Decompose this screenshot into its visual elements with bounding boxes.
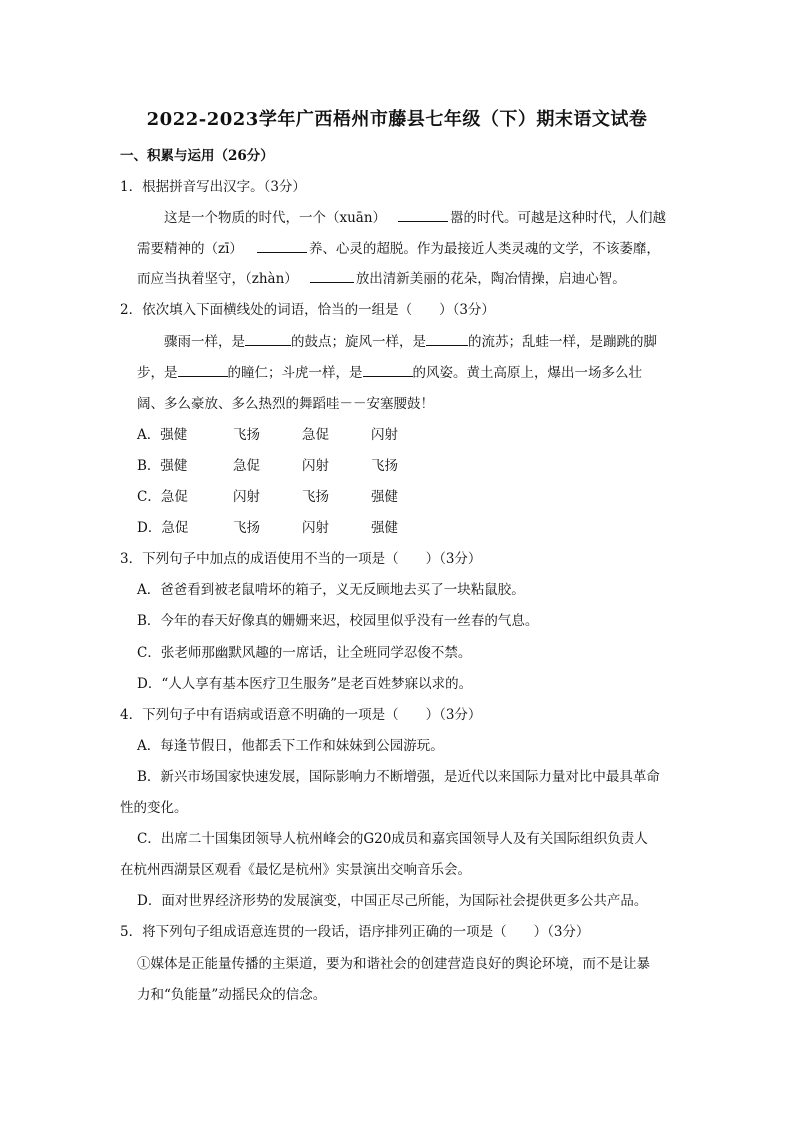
q4-option-c-line-2: 在杭州西湖景区观看《最忆是杭州》实景演出交响音乐会。 xyxy=(120,862,471,878)
q4-option-b-line-2: 性的变化。 xyxy=(120,800,188,816)
q3-option-a[interactable]: A．爸爸看到被老鼠啃坏的箱子，义无反顾地去买了一块粘鼠胶。 xyxy=(137,582,525,598)
q1-line-3: 而应当执着坚守，（zhàn） 放出清新美丽的花朵，陶冶情操，启迪心智。 xyxy=(137,271,626,287)
q3-option-d[interactable]: D．“人人享有基本医疗卫生服务”是老百姓梦寐以求的。 xyxy=(137,676,473,692)
q5-sentence-1-line-1: ①媒体是正能量传播的主渠道，要为和谐社会的创建营造良好的舆论环境，而不是让暴 xyxy=(137,956,650,972)
q5-sentence-1-line-2: 力和“负能量”动摇民众的信念。 xyxy=(137,987,327,1003)
q4-option-d[interactable]: D．面对世界经济形势的发展演变，中国正尽己所能，为国际社会提供更多公共产品。 xyxy=(137,893,648,909)
q2-passage-line-2: 步，是 的瞳仁；斗虎一样，是 的风姿。黄土高原上，爆出一场多么壮 xyxy=(137,365,642,381)
q4-option-a[interactable]: A．每逢节假日，他都丢下工作和妹妹到公园游玩。 xyxy=(137,738,444,754)
q4-stem: 4．下列句子中有语病或语意不明确的一项是（ ）（3分） xyxy=(120,707,482,723)
answer-blank[interactable] xyxy=(178,364,228,377)
q3-option-b[interactable]: B．今年的春天好像真的姗姗来迟，校园里似乎没有一丝春的气息。 xyxy=(137,613,539,629)
q3-stem: 3．下列句子中加点的成语使用不当的一项是（ ）（3分） xyxy=(120,551,482,567)
q2-passage-line-1: 骤雨一样，是 的鼓点；旋风一样，是 的流苏；乱蛙一样，是蹦跳的脚 xyxy=(164,334,657,350)
q4-option-c-line-1[interactable]: C．出席二十国集团领导人杭州峰会的G20成员和嘉宾国领导人及有关国际组织负责人 xyxy=(137,831,648,847)
q1-line-2: 需要精神的（zī） 养、心灵的超脱。作为最接近人类灵魂的文学，不该萎靡， xyxy=(137,241,660,257)
answer-blank[interactable] xyxy=(426,333,468,346)
answer-blank[interactable] xyxy=(245,333,291,346)
q1-stem: 1．根据拼音写出汉字。（3分） xyxy=(120,179,306,195)
page-title: 2022-2023学年广西梧州市藤县七年级（下）期末语文试卷 xyxy=(146,109,648,130)
q3-option-c[interactable]: C．张老师那幽默风趣的一席话，让全班同学忍俊不禁。 xyxy=(137,645,472,661)
q1-line-1: 这是一个物质的时代，一个（xuān） 嚣的时代。可越是这种时代，人们越 xyxy=(164,210,667,226)
q2-passage-line-3: 阔、多么豪放、多么热烈的舞蹈哇－－安塞腰鼓！ xyxy=(137,396,434,412)
exam-page: 2022-2023学年广西梧州市藤县七年级（下）期末语文试卷 一、积累与运用（26分） 1．根据拼音写出汉字。（3分） 这是一个物质的时代，一个（xuān） 嚣的时代。可越是这种时代，人们越 需要精神的（zī） 养、心灵的超脱。作为最接近人类灵魂的文学，不该萎靡， 而应当执着坚守，（zhàn） 放出清新美丽的花朵，陶冶情操，启迪心智。 2．依次填入下面横线处的词语，恰当的一组是（ ）（3分） 骤雨一样，是 的鼓点；旋风一样，是 的流苏；乱蛙一样，是蹦跳的脚 步，是 的瞳仁；斗虎一样，是 的风姿。黄土高原上，爆出一场多么壮 阔、多么豪放、多么热烈的舞蹈哇－－安塞腰鼓！ A．强健 飞扬 急促 闪射 B．强健 急促 闪射 飞扬 C．急促 闪射 飞扬 强健 D．急促 飞扬 闪射 强健 3．下列句子中加点的成语使用不当的一项是（ ）（3分） A．爸爸看到被老鼠啃坏的箱子，义无反顾地去买了一块粘鼠胶。 B．今年的春天好像真的姗姗来迟，校园里似乎没有一丝春的气息。 C．张老师那幽默风趣的一席话，让全班同学忍俊不禁。 D．“人人享有基本医疗卫生服务”是老百姓梦寐以求的。 4．下列句子中有语病或语意不明确的一项是（ ）（3分） A．每逢节假日，他都丢下工作和妹妹到公园游玩。 B．新兴市场国家快速发展，国际影响力不断增强，是近代以来国际力量对比中最具革命 性的变化。 C．出席二十国集团领导人杭州峰会的G20成员和嘉宾国领导人及有关国际组织负责人 在杭州西湖景区观看《最忆是杭州》实景演出交响音乐会。 D．面对世界经济形势的发展演变，中国正尽己所能，为国际社会提供更多公共产品。 5．将下列句子组成语意连贯的一段话，语序排列正确的一项是（ ）（3分） ①媒体是正能量传播的主渠道，要为和谐社会的创建营造良好的舆论环境，而不是让暴 力和“负能量”动摇民众的信念。 xyxy=(0,0,794,1123)
q2-stem: 2．依次填入下面横线处的词语，恰当的一组是（ ）（3分） xyxy=(120,302,495,318)
answer-blank[interactable] xyxy=(363,364,413,377)
answer-blank[interactable] xyxy=(310,270,354,283)
section-heading: 一、积累与运用（26分） xyxy=(120,148,274,164)
answer-blank[interactable] xyxy=(398,209,448,222)
q5-stem: 5．将下列句子组成语意连贯的一段话，语序排列正确的一项是（ ）（3分） xyxy=(120,924,590,940)
q4-option-b-line-1[interactable]: B．新兴市场国家快速发展，国际影响力不断增强，是近代以来国际力量对比中最具革命 xyxy=(137,769,660,785)
answer-blank[interactable] xyxy=(257,240,307,253)
